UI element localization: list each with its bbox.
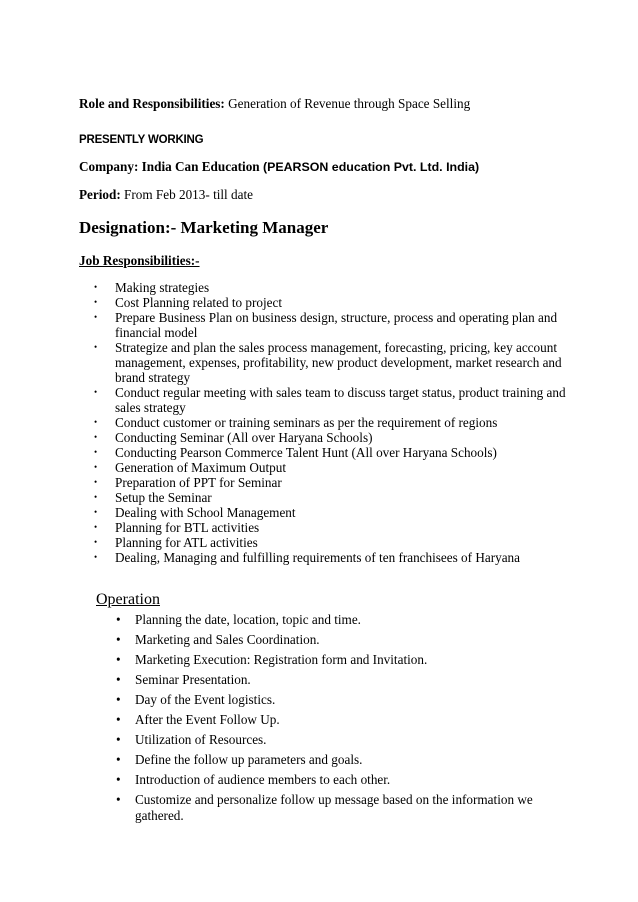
list-item-text: Setup the Seminar — [115, 490, 212, 505]
list-item — [0, 520, 638, 535]
bullet-icon: • — [94, 432, 98, 442]
responsibilities-list — [0, 280, 638, 565]
list-item-text: Planning the date, location, topic and time. — [135, 612, 361, 627]
bullet-icon: • — [116, 692, 121, 707]
list-item-text: Seminar Presentation. — [135, 672, 251, 687]
list-item-text: Day of the Event logistics. — [135, 692, 276, 707]
list-item — [0, 692, 638, 708]
list-item — [0, 732, 638, 748]
list-item-text: Preparation of PPT for Seminar — [115, 475, 282, 490]
role-label: Role and Responsibilities: — [79, 96, 225, 111]
list-item — [0, 385, 638, 415]
bullet-icon: • — [94, 312, 98, 322]
list-item-text: Customize and personalize follow up message based on the information we gathered. — [135, 792, 533, 823]
list-item-text: Conduct regular meeting with sales team to discuss target status, product training and sales strategy — [115, 385, 566, 415]
list-item-text: Conducting Pearson Commerce Talent Hunt (All over Haryana Schools) — [115, 445, 497, 460]
bullet-icon: • — [94, 417, 98, 427]
list-item — [0, 475, 638, 490]
list-item — [0, 280, 638, 295]
list-item — [0, 505, 638, 520]
list-item — [0, 652, 638, 668]
bullet-icon: • — [94, 297, 98, 307]
list-item-text: Cost Planning related to project — [115, 295, 283, 310]
list-item — [0, 632, 638, 648]
bullet-icon: • — [116, 672, 121, 687]
list-item-text: Marketing and Sales Coordination. — [135, 632, 320, 647]
bullet-icon: • — [116, 632, 121, 647]
bullet-icon: • — [94, 342, 98, 352]
list-item — [0, 445, 638, 460]
list-item — [0, 460, 638, 475]
list-item — [0, 340, 638, 385]
bullet-icon: • — [116, 772, 121, 787]
operation-heading: Operation — [96, 591, 160, 608]
list-item — [0, 295, 638, 310]
list-item-text: Conduct customer or training seminars as per the requirement of regions — [115, 415, 498, 430]
company-value: (PEARSON education Pvt. Ltd. India) — [262, 160, 480, 174]
list-item-text: Marketing Execution: Registration form and Invitation. — [135, 652, 428, 667]
list-item — [0, 612, 638, 628]
list-item-text: Generation of Maximum Output — [115, 460, 287, 475]
job-responsibilities-heading: Job Responsibilities:- — [79, 253, 200, 268]
list-item — [0, 550, 638, 565]
list-item — [0, 430, 638, 445]
list-item — [0, 792, 638, 824]
list-item — [0, 310, 638, 340]
period-label: Period: — [79, 187, 121, 202]
bullet-icon: • — [116, 792, 121, 807]
list-item-text: Introduction of audience members to each other. — [135, 772, 391, 787]
list-item — [0, 490, 638, 505]
list-item — [0, 712, 638, 728]
designation-heading: Designation:- Marketing Manager — [79, 218, 329, 237]
bullet-icon: • — [94, 507, 98, 517]
bullet-icon: • — [94, 537, 98, 547]
list-item — [0, 672, 638, 688]
period-line — [79, 187, 253, 203]
list-item-text: Prepare Business Plan on business design, structure, process and operating plan and financial model — [115, 310, 558, 340]
bullet-icon: • — [116, 752, 121, 767]
bullet-icon: • — [94, 492, 98, 502]
role-value: Generation of Revenue through Space Selling — [224, 96, 471, 111]
bullet-icon: • — [94, 522, 98, 532]
list-item — [0, 415, 638, 430]
presently-working-heading: PRESENTLY WORKING — [79, 134, 204, 146]
list-item-text: Dealing with School Management — [115, 505, 296, 520]
list-item-text: Making strategies — [115, 280, 210, 295]
list-item-text: Utilization of Resources. — [135, 732, 267, 747]
list-item — [0, 752, 638, 768]
bullet-icon: • — [116, 612, 121, 627]
list-item — [0, 772, 638, 788]
bullet-icon: • — [116, 712, 121, 727]
list-item-text: Define the follow up parameters and goals. — [135, 752, 363, 767]
list-item-text: Dealing, Managing and fulfilling requirements of ten franchisees of Haryana — [115, 550, 521, 565]
list-item — [0, 535, 638, 550]
bullet-icon: • — [116, 732, 121, 747]
operations-list — [0, 612, 638, 828]
list-item-text: Conducting Seminar (All over Haryana Schools) — [115, 430, 373, 445]
list-item-text: Strategize and plan the sales process management, forecasting, pricing, key account management, expenses, profitability, new product development, market research and brand strategy — [115, 340, 562, 385]
list-item-text: Planning for BTL activities — [115, 520, 260, 535]
company-label: Company: India Can Education — [79, 159, 263, 174]
period-value: From Feb 2013- till date — [120, 187, 253, 202]
role-line — [79, 96, 470, 112]
bullet-icon: • — [116, 652, 121, 667]
list-item-text: Planning for ATL activities — [115, 535, 258, 550]
bullet-icon: • — [94, 387, 98, 397]
bullet-icon: • — [94, 447, 98, 457]
company-line — [79, 159, 479, 175]
bullet-icon: • — [94, 462, 98, 472]
bullet-icon: • — [94, 282, 98, 292]
bullet-icon: • — [94, 477, 98, 487]
bullet-icon: • — [94, 552, 98, 562]
list-item-text: After the Event Follow Up. — [135, 712, 280, 727]
